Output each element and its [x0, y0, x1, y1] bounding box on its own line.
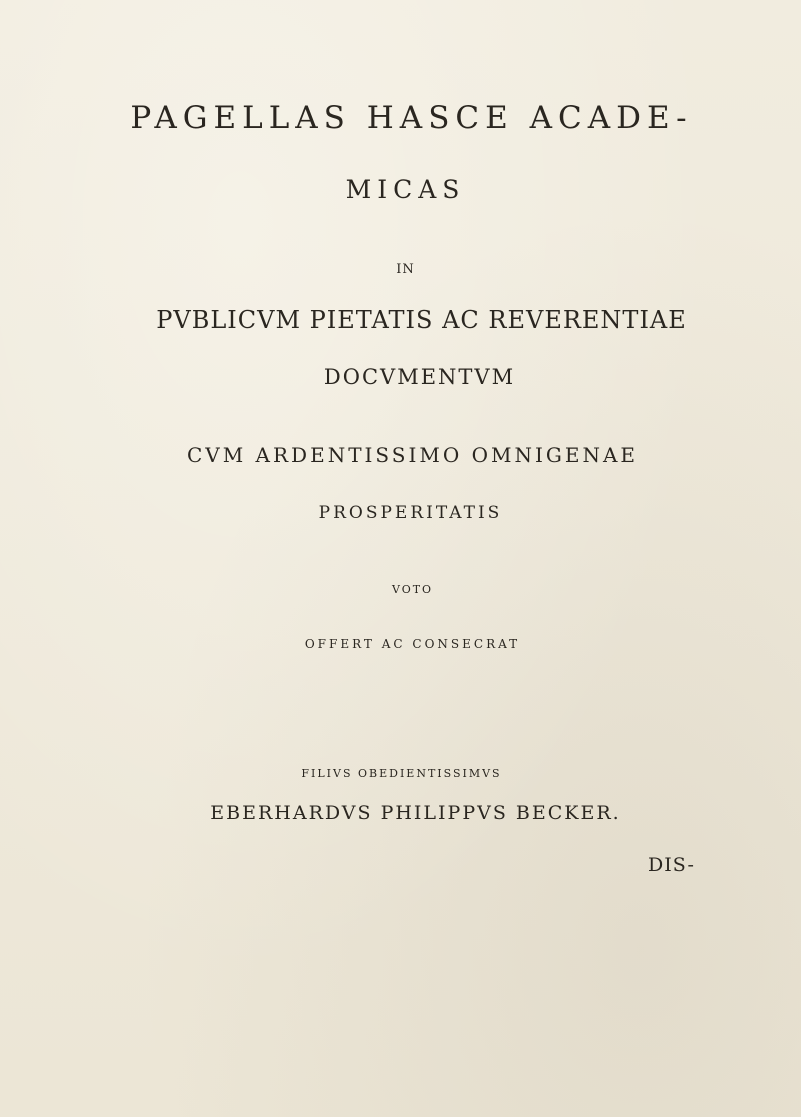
- title-line-9: OFFERT AC CONSECRAT: [304, 637, 521, 651]
- title-line-10: FILIVS OBEDIENTISSIMVS: [301, 767, 502, 780]
- title-line-2: MICAS: [345, 175, 466, 204]
- title-line-4: PVBLICVM PIETATIS AC REVERENTIAE: [156, 306, 687, 334]
- catchword: DIS-: [648, 854, 695, 876]
- author-name: EBERHARDVS PHILIPPVS BECKER.: [210, 802, 621, 824]
- title-line-6: CVM ARDENTISSIMO OMNIGENAE: [186, 443, 639, 467]
- title-line-1: PAGELLAS HASCE ACADE-: [130, 100, 693, 136]
- title-line-8: VOTO: [391, 583, 434, 596]
- title-line-7: PROSPERITATIS: [318, 503, 503, 523]
- title-line-3: IN: [396, 262, 415, 277]
- title-line-5: DOCVMENTVM: [323, 365, 516, 389]
